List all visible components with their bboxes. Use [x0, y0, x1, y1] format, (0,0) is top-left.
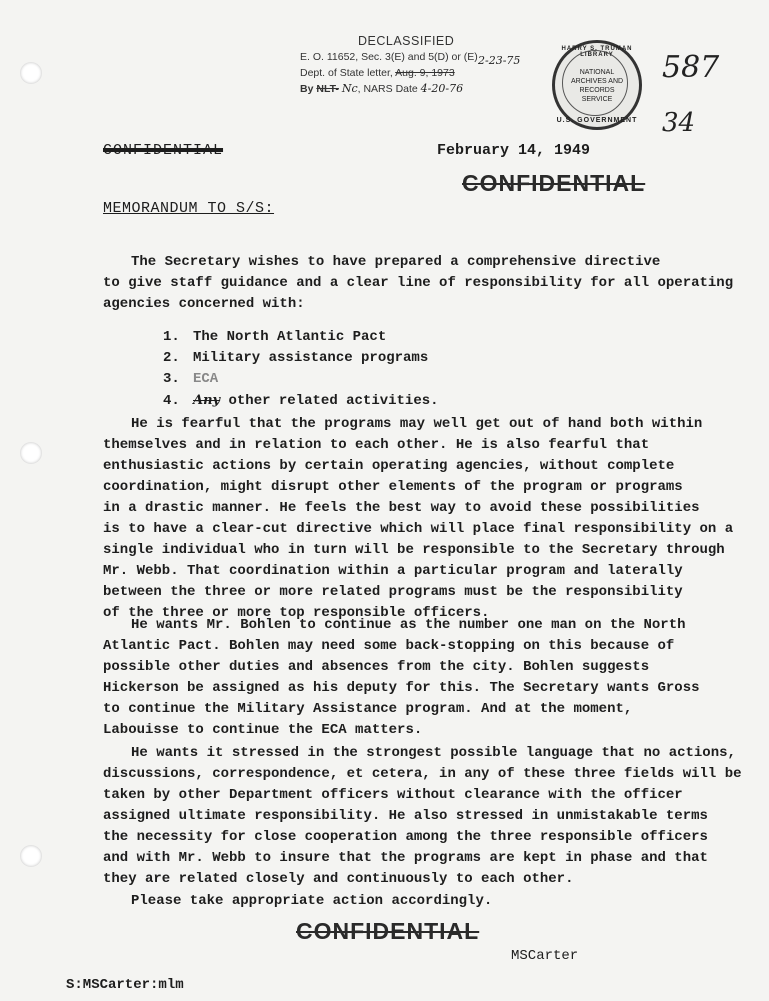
handwritten-nars-date: 4-20-76	[420, 82, 464, 95]
punch-hole	[20, 62, 42, 84]
signer-name: MSCarter	[511, 948, 579, 964]
handwritten-initials: Nc	[341, 82, 358, 95]
declassified-title: DECLASSIFIED	[358, 34, 455, 48]
paragraph-intro: The Secretary wishes to have prepared a comprehensive directive to give staff guidance and a clear line of responsibility for all operating agencies concerned with:	[103, 254, 734, 312]
punch-hole	[20, 845, 42, 867]
confidential-stamp-bottom: CONFIDENTIAL	[296, 918, 480, 944]
handwritten-letter-date: 2-23-75	[478, 54, 521, 67]
archives-seal-stamp: HARRY S. TRUMAN LIBRARY NATIONAL ARCHIVES AND RECORDS SERVICE U.S. GOVERNMENT	[552, 40, 642, 130]
reference-initials: S:MSCarter:mlm	[66, 977, 184, 993]
list-item: 1. The North Atlantic Pact	[163, 329, 387, 345]
struck-classification: CONFIDENTIAL	[103, 142, 224, 159]
declass-letter-line: Dept. of State letter, Aug. 9, 1973 2-23-75	[300, 54, 521, 79]
list-item: 2. Military assistance programs	[163, 350, 429, 366]
paragraph-assignments: He wants Mr. Bohlen to continue as the number one man on the North Atlantic Pact. Bohlen may need some back-stopping on this because of possible other duties and absences from the city. Bohlen suggests Hickerson be assigned as his deputy for this. The Secretary wants Gross to continue the Military Assistance program. And at the moment, Labouisse to continue the ECA matters.	[103, 617, 700, 738]
declass-authority-line: E. O. 11652, Sec. 3(E) and 5(D) or (E)	[300, 51, 478, 63]
memo-date: February 14, 1949	[437, 142, 591, 159]
paragraph-coordination: He wants it stressed in the strongest possible language that no actions, discussions, correspondence, et cetera, in any of these three fields will be taken by other Department officers without clearance with the officer assigned ultimate responsibility. He also stressed in unmistakable terms the necessity for close cooperation among the three responsible officers and with Mr. Webb to insure that the programs are kept in phase and that they are related closely and continuously to each other.	[103, 745, 742, 887]
list-item: 4. Any other related activities.	[163, 393, 439, 409]
handwritten-folio-number: 34	[662, 108, 696, 138]
list-item: 3. ECA	[163, 371, 219, 387]
declassification-block	[300, 33, 530, 97]
closing-line: Please take appropriate action accordingly.	[131, 893, 493, 909]
handwritten-page-number: 587	[662, 50, 720, 85]
numbered-list	[163, 327, 439, 412]
punch-hole	[20, 442, 42, 464]
memo-title: MEMORANDUM TO S/S:	[103, 200, 275, 217]
declass-by-line: By NLT- Nc, NARS Date 4-20-76	[300, 82, 464, 95]
confidential-stamp-top: CONFIDENTIAL	[462, 170, 646, 196]
paragraph-concerns: He is fearful that the programs may well get out of hand both within themselves and in relation to each other. He is also fearful that enthusiastic actions by certain operating agencies, without complete coordination, might disrupt other elements of the program or programs in a drastic manner. He feels the best way to avoid these possibilities is to have a clear-cut directive which will place final responsibility on a single individual who in turn will be responsible to the Secretary through Mr. Webb. That coordination within a particular program and laterally between the three or more related programs must be the responsibility of the three or more top responsible officers.	[103, 416, 734, 621]
